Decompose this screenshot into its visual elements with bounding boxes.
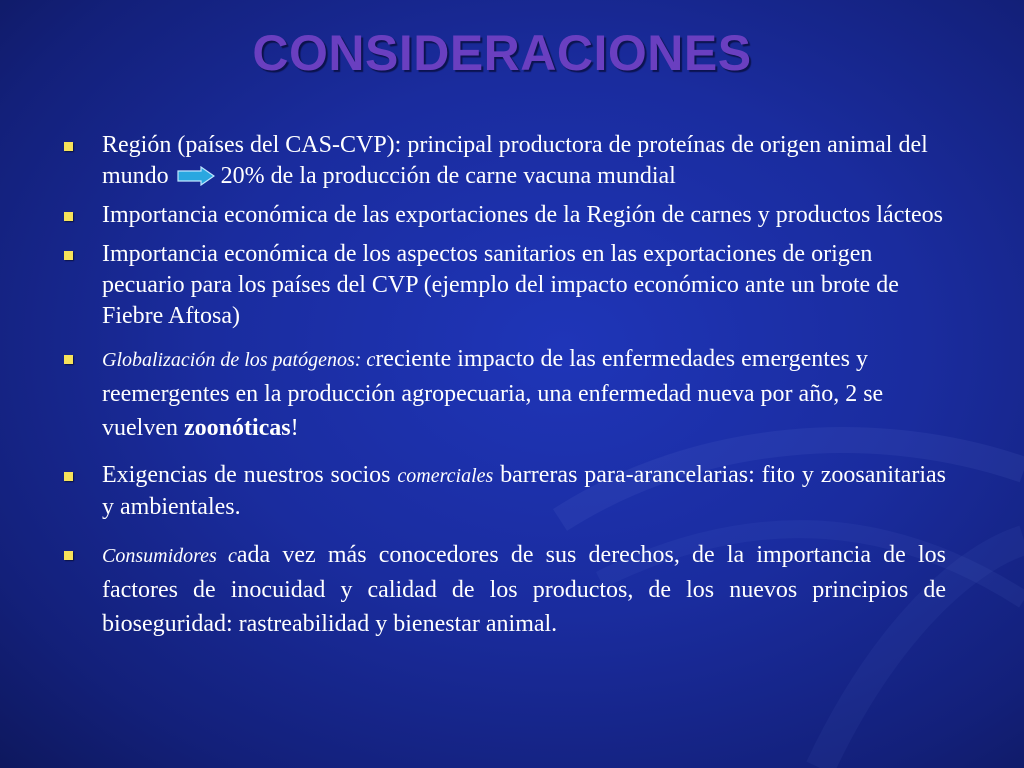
bullet-item: [62, 239, 946, 332]
bullet-item: [62, 342, 946, 445]
bullet-italic-text: comerciales: [397, 465, 494, 487]
bullet-text: !: [290, 415, 299, 441]
square-bullet-icon: [64, 551, 73, 560]
bullet-item: [62, 130, 946, 192]
bullet-item: [62, 200, 946, 231]
bullet-text: Región (países del CAS-CVP): principal productora de proteínas de origen animal del mundo: [102, 132, 928, 189]
bullet-text: reciente impacto de las enfermedades emergentes y reemergentes en la producción agropecuaria, una enfermedad nueva por año, 2 se vuelven: [102, 346, 884, 441]
bullet-text: Exigencias de nuestros socios: [102, 462, 398, 488]
bullet-text: barreras para-arancelarias: fito y zoosanitarias y ambientales.: [102, 462, 947, 520]
bullet-list: [62, 130, 946, 641]
square-bullet-icon: [64, 212, 73, 221]
bullet-italic-text: Consumidores c: [102, 545, 237, 567]
square-bullet-icon: [64, 251, 73, 260]
bullet-item: [62, 538, 946, 641]
right-arrow-icon: [177, 166, 215, 186]
square-bullet-icon: [64, 355, 73, 364]
bullet-text: Importancia económica de los aspectos sanitarios en las exportaciones de origen pecuario para los países del CVP (ejemplo del impacto económico ante un brote de Fiebre Aftosa): [102, 241, 899, 329]
bullet-text: 20% de la producción de carne vacuna mundial: [220, 163, 676, 189]
bullet-italic-text: Globalización de los patógenos: c: [102, 349, 376, 371]
bullet-bold-text: zoonóticas: [183, 415, 291, 441]
bullet-text: Importancia económica de las exportaciones de la Región de carnes y productos lácteos: [102, 202, 944, 228]
bullet-item: [62, 460, 946, 523]
square-bullet-icon: [64, 142, 73, 151]
slide-title: CONSIDERACIONES: [252, 25, 752, 81]
bullet-text: ada vez más conocedores de sus derechos, de la importancia de los factores de inocuidad y calidad de los productos, de los nuevos principios de bioseguridad: rastreabilidad y bienestar animal.: [102, 542, 946, 637]
square-bullet-icon: [64, 472, 73, 481]
